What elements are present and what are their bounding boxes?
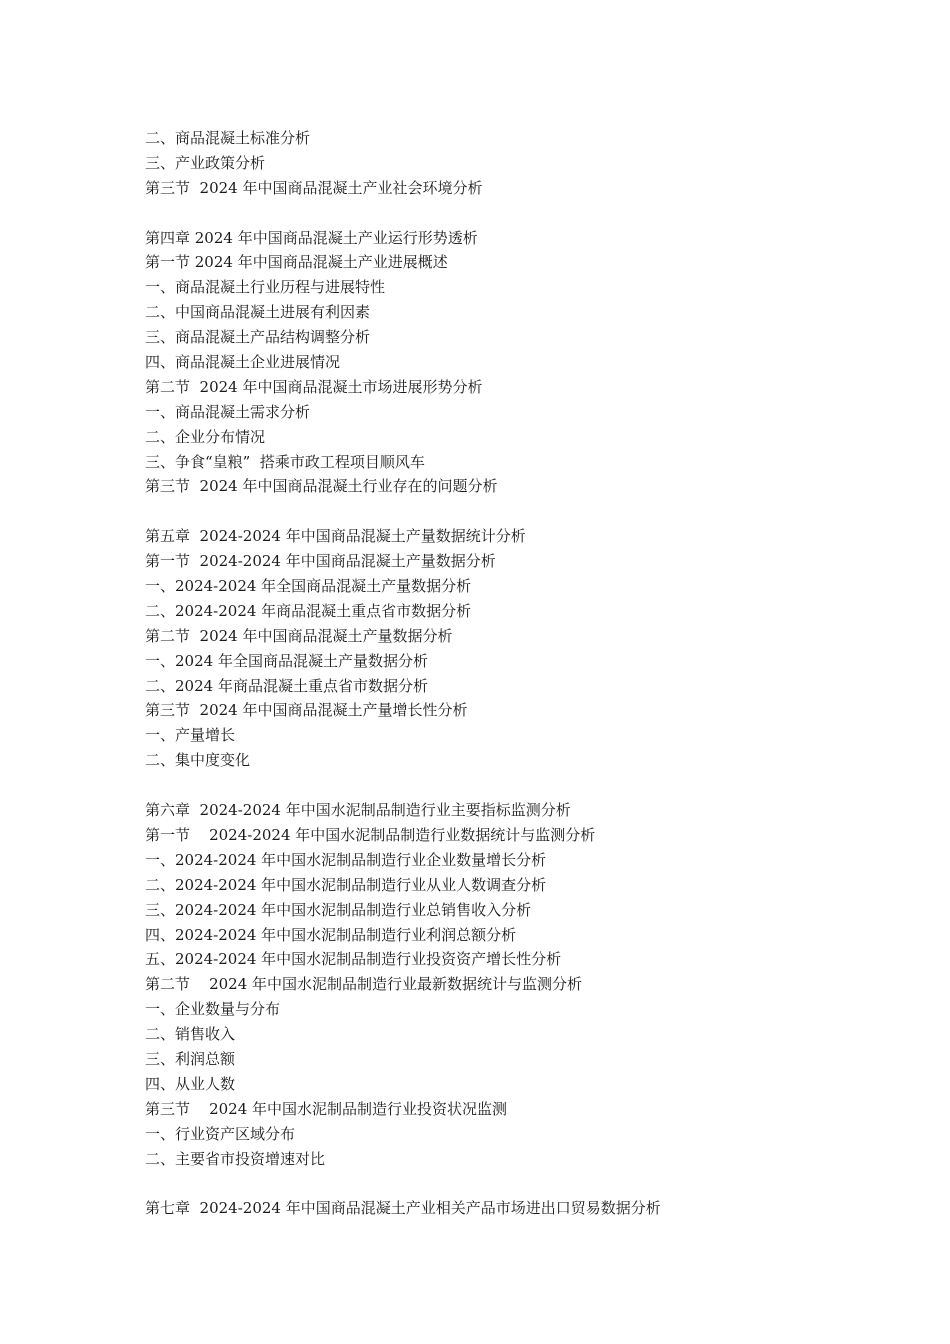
toc-item: 一、企业数量与分布	[145, 1000, 281, 1019]
toc-item: 三、争食“皇粮” 搭乘市政工程项目顺风车	[145, 452, 425, 471]
blank-line	[145, 201, 845, 226]
toc-item: 三、商品混凝土产品结构调整分析	[145, 328, 371, 347]
toc-item: 二、2024-2024 年中国水泥制品制造行业从业人数调查分析	[145, 875, 547, 894]
toc-item: 二、主要省市投资增速对比	[145, 1149, 326, 1168]
toc-item: 二、集中度变化	[145, 751, 251, 770]
blank-line	[145, 1171, 845, 1196]
toc-chapter: 第四章 2024 年中国商品混凝土产业运行形势透析	[145, 228, 478, 247]
toc-item: 一、行业资产区域分布	[145, 1124, 296, 1143]
toc-section: 第三节 2024 年中国水泥制品制造行业投资状况监测	[145, 1099, 508, 1118]
toc-item: 二、中国商品混凝土进展有利因素	[145, 303, 371, 322]
blank-line	[145, 499, 845, 524]
toc-item: 二、商品混凝土标准分析	[145, 129, 311, 147]
toc-item: 一、商品混凝土行业历程与进展特性	[145, 278, 386, 297]
toc-item: 二、企业分布情况	[145, 427, 266, 446]
toc-chapter: 第五章 2024-2024 年中国商品混凝土产量数据统计分析	[145, 527, 526, 546]
toc-item: 四、2024-2024 年中国水泥制品制造行业利润总额分析	[145, 925, 517, 944]
toc-item: 五、2024-2024 年中国水泥制品制造行业投资资产增长性分析	[145, 950, 562, 969]
toc-item: 二、销售收入	[145, 1025, 236, 1044]
toc-item: 四、从业人数	[145, 1074, 236, 1093]
toc-section: 第三节 2024 年中国商品混凝土产量增长性分析	[145, 701, 468, 720]
toc-item: 一、2024-2024 年全国商品混凝土产量数据分析	[145, 577, 472, 596]
toc-section: 第三节 2024 年中国商品混凝土产业社会环境分析	[145, 178, 483, 197]
toc-item: 四、商品混凝土企业进展情况	[145, 353, 341, 372]
toc-item: 一、商品混凝土需求分析	[145, 402, 311, 421]
toc-section: 第三节 2024 年中国商品混凝土行业存在的问题分析	[145, 477, 498, 496]
toc-item: 二、2024 年商品混凝土重点省市数据分析	[145, 676, 428, 695]
toc-item: 三、产业政策分析	[145, 153, 266, 172]
toc-item: 二、2024-2024 年商品混凝土重点省市数据分析	[145, 601, 472, 620]
blank-line	[145, 773, 845, 798]
document-page	[145, 126, 845, 1221]
toc-item: 一、2024-2024 年中国水泥制品制造行业企业数量增长分析	[145, 850, 547, 869]
toc-item: 三、利润总额	[145, 1049, 236, 1068]
toc-chapter: 第七章 2024-2024 年中国商品混凝土产业相关产品市场进出口贸易数据分析	[145, 1199, 661, 1218]
toc-section: 第二节 2024 年中国水泥制品制造行业最新数据统计与监测分析	[145, 975, 583, 994]
toc-section: 第一节 2024-2024 年中国商品混凝土产量数据分析	[145, 552, 496, 571]
toc-section: 第一节 2024-2024 年中国水泥制品制造行业数据统计与监测分析	[145, 825, 596, 844]
toc-item: 三、2024-2024 年中国水泥制品制造行业总销售收入分析	[145, 900, 532, 919]
toc-section: 第一节 2024 年中国商品混凝土产业进展概述	[145, 253, 448, 272]
toc-section: 第二节 2024 年中国商品混凝土产量数据分析	[145, 626, 453, 645]
toc-item: 一、2024 年全国商品混凝土产量数据分析	[145, 651, 428, 670]
toc-section: 第二节 2024 年中国商品混凝土市场进展形势分析	[145, 377, 483, 396]
toc-item: 一、产量增长	[145, 726, 236, 745]
toc-chapter: 第六章 2024-2024 年中国水泥制品制造行业主要指标监测分析	[145, 801, 571, 820]
